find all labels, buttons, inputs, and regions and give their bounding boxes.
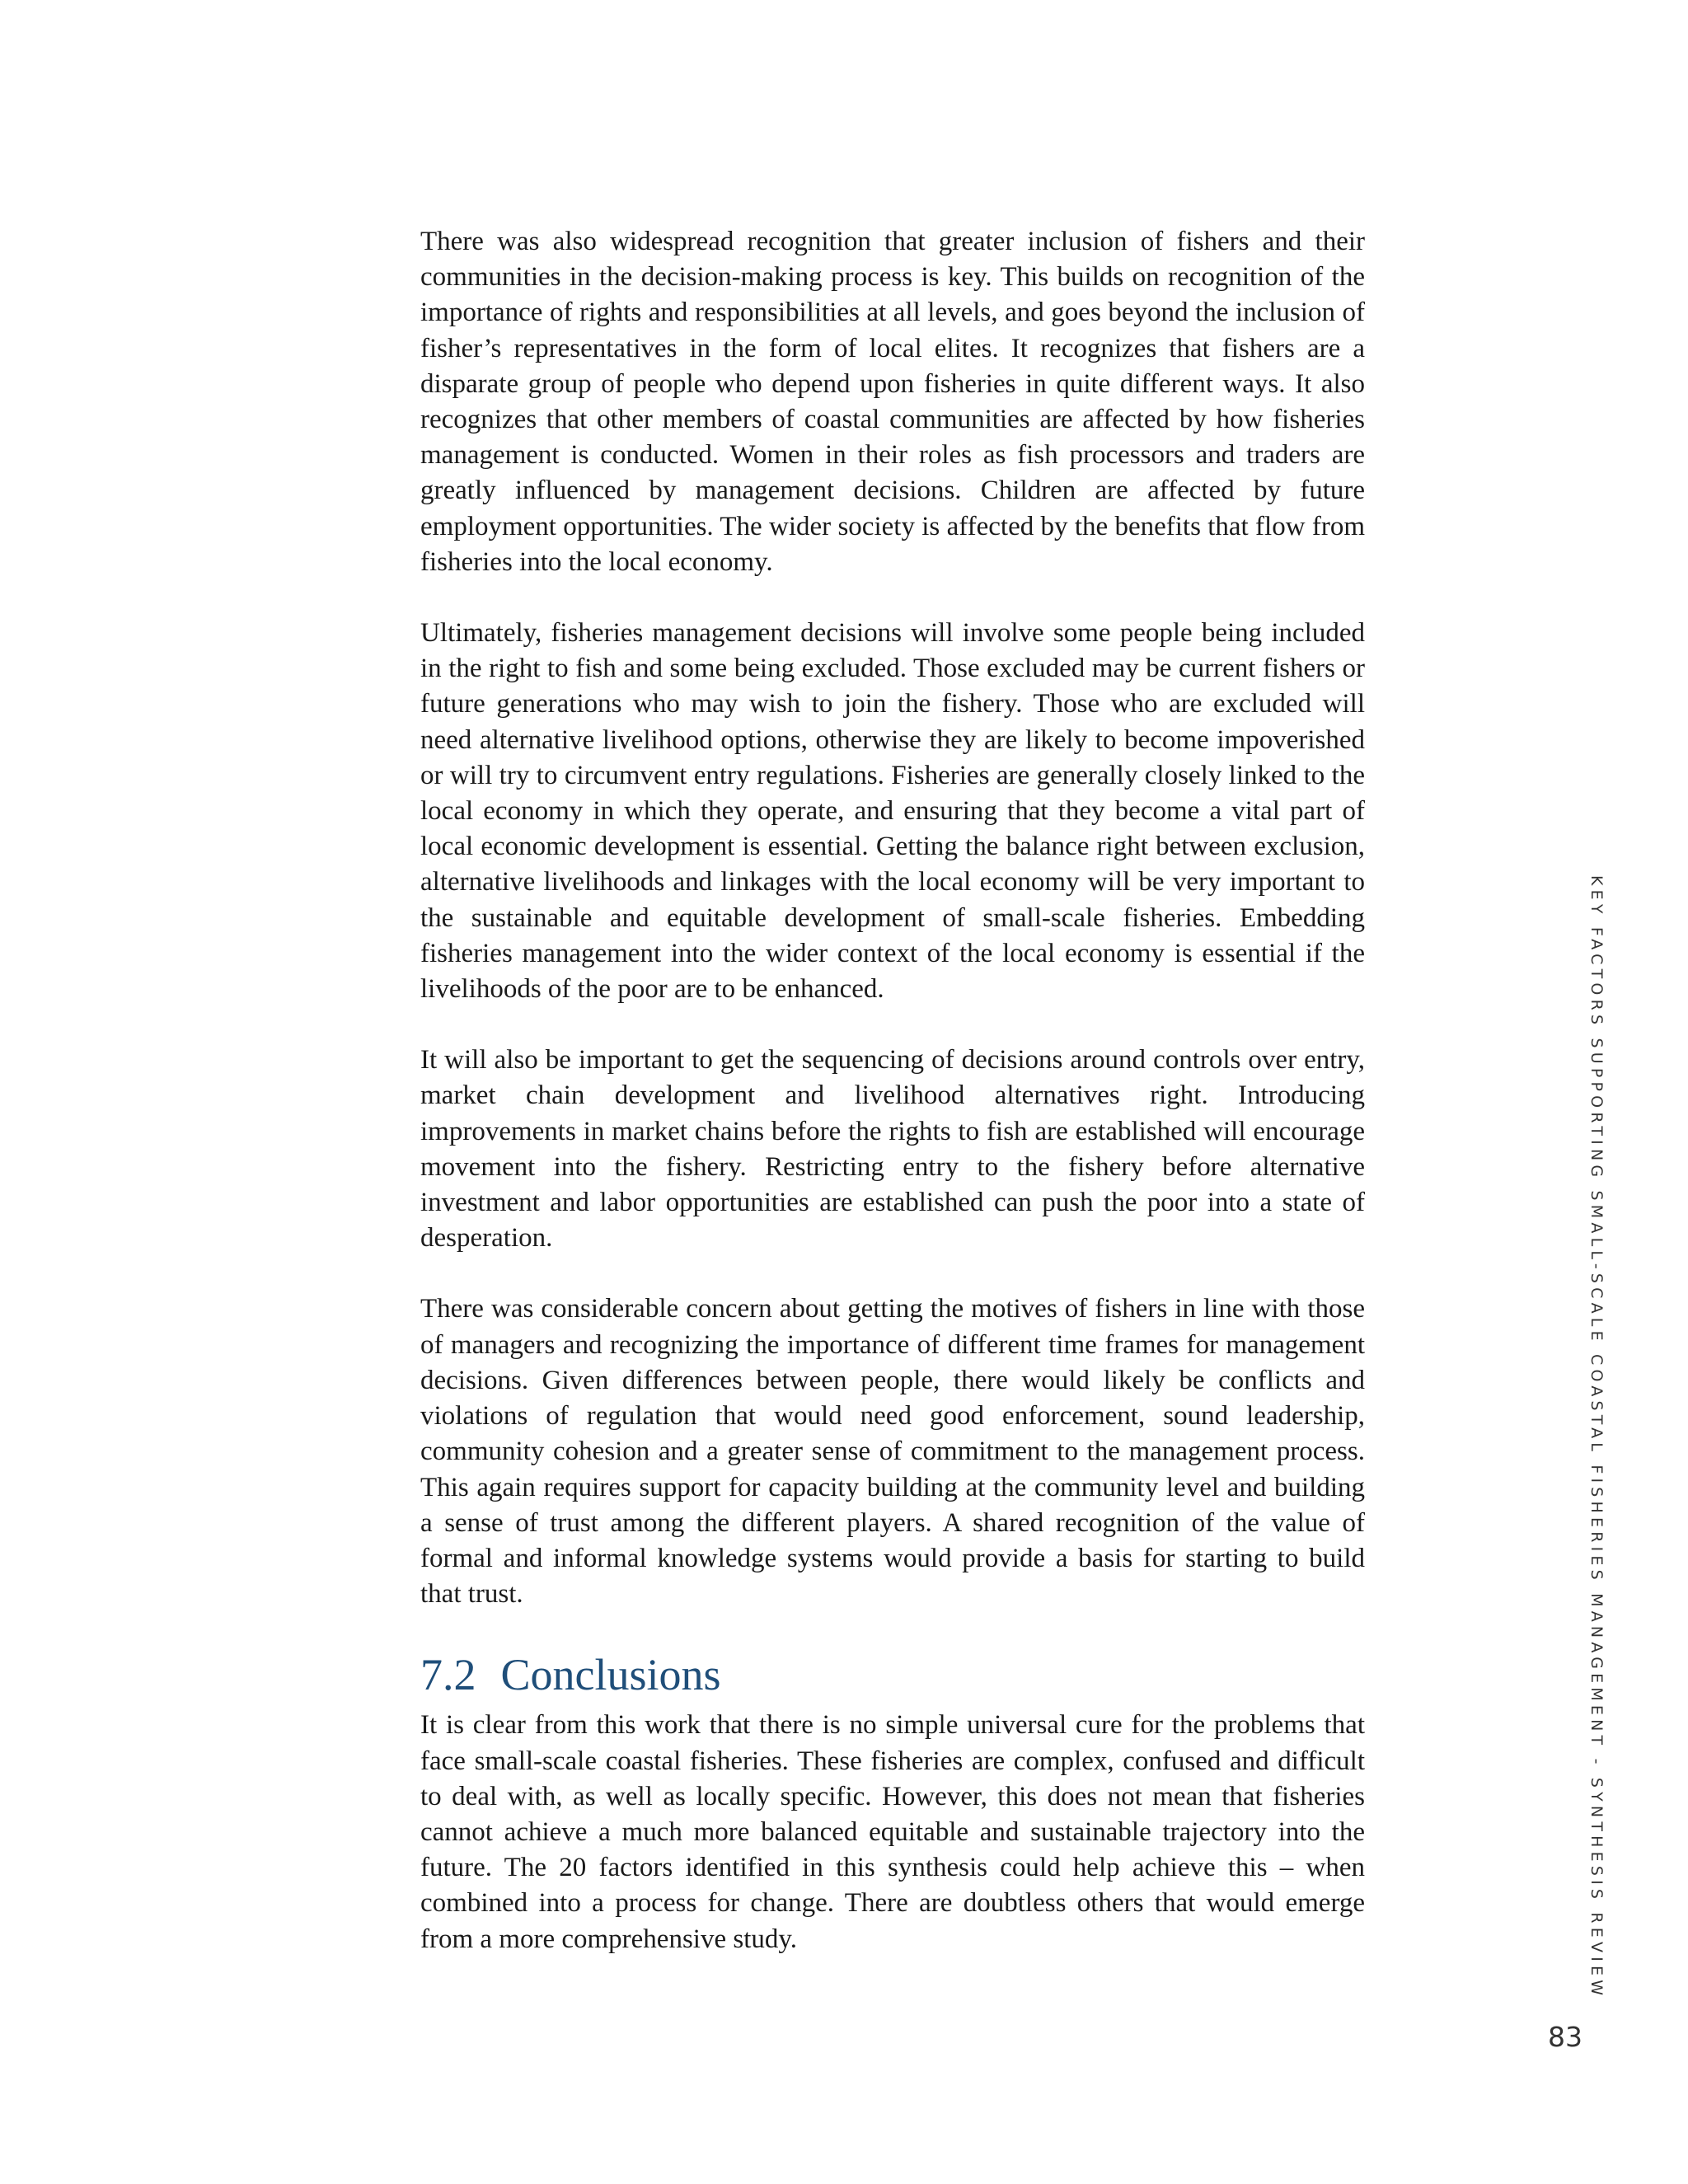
paragraph-exclusion: Ultimately, fisheries management decisions will involve some people being included in the right to fish and some being excluded. Those excluded may be current fishers or future generations who may wish to join the fishery. Those who are excluded will need alternative livelihood options, otherwise they are likely to become impoverished or will try to circumvent entry regulations. Fisheries are generally closely linked to the local economy in which they operate, and ensuring that they become a vital part of local economic development is essential. Getting the balance right between exclusion, alternative livelihoods and linkages with the local economy will be very important to the sustainable and equitable development of small-scale fisheries. Embedding fisheries management into the wider context of the local economy is essential if the livelihoods of the poor are to be enhanced. xyxy=(420,618,1365,1005)
running-title: KEY FACTORS SUPPORTING SMALL-SCALE COASTAL FISHERIES MANAGEMENT - SYNTHESIS REVIEW xyxy=(1587,875,1606,2000)
section-number: 7.2 xyxy=(420,1650,476,1700)
section-title: Conclusions xyxy=(500,1650,721,1700)
page-number: 83 xyxy=(1548,2021,1582,2053)
paragraph-sequencing: It will also be important to get the sequencing of decisions around controls over entry, market chain development and livelihood alternatives right. Introducing improvements in market chains before the rights to fish are established will encourage movement into the fishery. Restricting entry to the fishery before alternative investment and labor opportunities are established can push the poor into a state of desperation. xyxy=(420,1045,1365,1254)
paragraph-inclusion: There was also widespread recognition that greater inclusion of fishers and their communities in the decision-making process is key. This builds on recognition of the importance of rights and responsibilities at all levels, and goes beyond the inclusion of fisher’s representatives in the form of local elites. It recognizes that fishers are a disparate group of people who depend upon fisheries in quite different ways. It also recognizes that other members of coastal communities are affected by how fisheries management is conducted. Women in their roles as fish processors and traders are greatly influenced by management decisions. Children are affected by future employment opportunities. The wider society is affected by the benefits that flow from fisheries into the local economy. xyxy=(420,227,1365,577)
paragraph-motives: There was considerable concern about getting the motives of fishers in line with those of managers and recognizing the importance of different time frames for management decisions. Given differences between people, there would likely be conflicts and violations of regulation that would need good enforcement, sound leadership, community cohesion and a greater sense of commitment to the management process. This again requires support for capacity building at the community level and building a sense of trust among the different players. A shared recognition of the value of formal and informal knowledge systems would provide a basis for starting to build that trust. xyxy=(420,1294,1365,1610)
section-heading xyxy=(420,1648,1365,1701)
paragraph-conclusions: It is clear from this work that there is no simple universal cure for the problems that face small-scale coastal fisheries. These fisheries are complex, confused and difficult to deal with, as well as locally specific. However, this does not mean that fisheries cannot achieve a much more balanced equitable and sustainable trajectory into the future. The 20 factors identified in this synthesis could help achieve this – when combined into a process for change. There are doubtless others that would emerge from a more comprehensive study. xyxy=(420,1710,1365,1954)
body-text-column xyxy=(420,224,1365,1957)
